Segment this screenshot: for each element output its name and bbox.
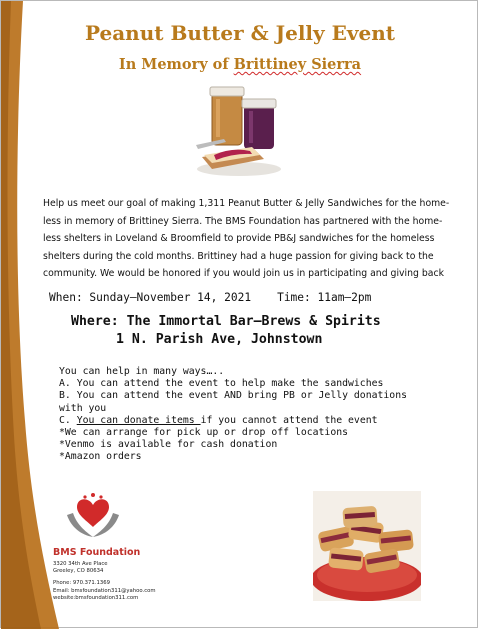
help-item-b-cont: with you <box>59 402 107 414</box>
help-item-b: B. You can attend the event AND bring PB or Jelly donations <box>59 390 407 402</box>
org-name: BMS Foundation <box>53 547 141 558</box>
help-sub-venmo: *Venmo is available for cash donation <box>59 439 278 451</box>
event-time: Time: 11am–2pm <box>277 291 372 304</box>
event-date: When: Sunday–November 14, 2021 <box>49 291 252 304</box>
subtitle-name: Brittiney Sierra <box>233 56 362 73</box>
event-address: 1 N. Parish Ave, Johnstown <box>116 332 323 347</box>
heart-hands-logo <box>63 491 123 541</box>
decorative-swoosh <box>1 1 61 629</box>
event-venue: Where: The Immortal Bar–Brews & Spirits <box>71 314 381 329</box>
description-line: shelters during the cold months. Brittiney had a huge passion for giving back to the <box>43 250 434 262</box>
org-phone: Phone: 970.371.1369 <box>53 580 110 587</box>
description-line: community. We would be honored if you would join us in participating and giving back <box>43 268 444 279</box>
org-website: website:bmsfoundation311.com <box>53 594 139 601</box>
sandwich-plate-image <box>313 491 421 601</box>
description-line: less shelters in Loveland & Broomfield to provide PB&J sandwiches for the homeless <box>43 233 435 244</box>
page-subtitle <box>1 56 478 73</box>
help-sub-amazon: *Amazon orders <box>59 451 142 463</box>
description-line: less in memory of Brittiney Sierra. The BMS Foundation has partnered with the home- <box>43 215 443 227</box>
description-line: Help us meet our goal of making 1,311 Peanut Butter & Jelly Sandwiches for the home- <box>43 198 450 209</box>
org-email: Email: bmsfoundation311@yahoo.com <box>53 587 156 594</box>
subtitle-prefix: In Memory of <box>118 56 234 73</box>
pbj-jars-image <box>194 83 284 178</box>
help-intro: You can help in many ways….. <box>59 366 225 377</box>
event-when-line <box>49 291 371 304</box>
page-title: Peanut Butter & Jelly Event <box>85 21 395 45</box>
help-item-c-underlined: You can donate items <box>76 414 201 426</box>
help-item-c-rest: if you cannot attend the event <box>200 414 378 426</box>
help-list <box>59 366 407 464</box>
org-address-line1: 3320 34th Ave Place <box>53 561 108 567</box>
help-item-c-prefix: C. <box>59 414 77 426</box>
help-item-c <box>59 415 407 427</box>
org-address-line2: Greeley, CO 80634 <box>53 568 104 575</box>
help-sub-pickup: *We can arrange for pick up or drop off locations <box>59 427 349 439</box>
description-paragraph <box>43 195 463 283</box>
help-item-a: A. You can attend the event to help make the sandwiches <box>59 378 384 390</box>
org-contact <box>53 561 156 602</box>
